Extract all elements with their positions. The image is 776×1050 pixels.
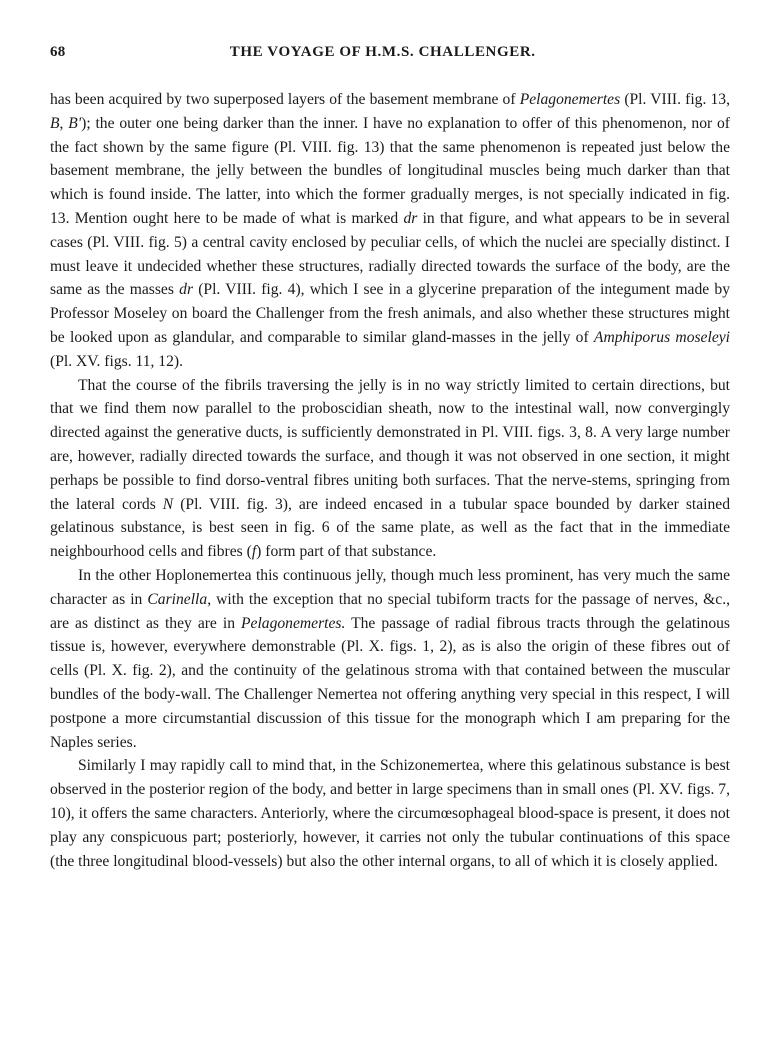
paragraph-text: in that figure, and what appears to be in several cases (Pl. VIII. fig. 5) a central cavity enclosed by peculiar cells, of which the nuclei are specially distinct. I must leave it undecided whether these structures, radially directed towards the surface of the body, are the same as the masses <box>50 209 730 299</box>
italic-text: Pelagonemertes. <box>241 614 346 632</box>
paragraph <box>50 564 730 754</box>
paragraph-text: has been acquired by two superposed layers of the basement membrane of <box>50 91 520 108</box>
body-text <box>50 88 730 873</box>
paragraph-text: ) form part of that substance. <box>256 543 437 561</box>
paragraph-text: That the course of the fibrils traversing the jelly is in no way strictly limited to certain directions, but that we find them now parallel to the proboscidian sheath, now to the intestinal wall, now convergingly directed against the generative ducts, is sufficiently demonstrated in Pl. VIII. figs. 3, 8. A very large number are, however, radially directed towards the surface, and though it was not observed in one section, it might perhaps be possible to find dorso-ventral fibres uniting both surfaces. That the nerve-stems, springing from the lateral cords <box>50 376 730 513</box>
italic-text: Amphiporus moseleyi <box>593 328 730 346</box>
italic-text: Pelagonemertes <box>519 91 621 108</box>
page-number: 68 <box>50 44 66 60</box>
paragraph-text: (Pl. VIII. fig. 3), are indeed encased in a tubular space bounded by darker stained gelatinous substance, is best seen in fig. 6 of the same plate, as well as the fact that in the immediate neighbourhood cells and fibres ( <box>50 495 730 561</box>
italic-text: N <box>162 495 174 513</box>
italic-text: B' <box>68 114 82 132</box>
paragraph-text: In the other Hoplonemertea this continuous jelly, though much less prominent, has very much the same character as in <box>50 566 730 608</box>
paragraph-text: (Pl. VIII. fig. 4), which I see in a glycerine preparation of the integument made by Professor Moseley on board the Challenger from the fresh animals, and also whether these structures might be looked upon as glandular, and comparable to similar gland-masses in the jelly of <box>50 281 731 346</box>
paragraph-text: (Pl. VIII. fig. 13, <box>620 91 730 108</box>
paragraph-text: ); the outer one being darker than the inner. I have no explanation to offer of this phenomenon, nor of the fact shown by the same figure (Pl. VIII. fig. 13) that the same phenomenon is repeated just below the basement membrane, the jelly between the bundles of longitudinal muscles being much darker than that which is found inside. The latter, into which the former gradually merges, is not specially indicated in fig. 13. Mention ought here to be made of what is marked <box>50 114 730 227</box>
paragraph-text: , with the exception that no special tubiform tracts for the passage of nerves, &c., are as distinct as they are in <box>50 590 730 632</box>
italic-text: dr <box>179 281 194 299</box>
italic-text: B <box>50 114 60 132</box>
italic-text: f <box>251 543 257 561</box>
document-page <box>50 44 730 873</box>
paragraph-text: Similarly I may rapidly call to mind that, in the Schizonemertea, where this gelatinous substance is best observed in the posterior region of the body, and better in large specimens than in small ones (Pl. XV. figs. 7, 10), it offers the same characters. Anteriorly, where the circumœsophageal blood-space is present, it does not play any conspicuous part; posteriorly, however, it carries not only the tubular continuations of this space (the three longitudinal blood-vessels) but also the other internal organs, to all of which it is closely applied. <box>50 757 730 870</box>
paragraph-text: (Pl. XV. figs. 11, 12). <box>50 352 183 370</box>
paragraph-text: The passage of radial fibrous tracts through the gelatinous tissue is, however, everywhere demonstrable (Pl. X. figs. 1, 2), as is also the origin of these fibres out of cells (Pl. X. fig. 2), and the continuity of the gelatinous stroma with that contained between the muscular bundles of the body-wall. The Challenger Nemertea not offering anything very special in this respect, I will postpone a more circumstantial discussion of this tissue for the monograph which I am preparing for the Naples series. <box>50 614 730 751</box>
paragraph <box>50 88 730 374</box>
paragraph <box>50 374 730 564</box>
paragraph <box>50 754 730 873</box>
italic-text: dr <box>403 209 418 227</box>
italic-text: Carinella <box>147 590 208 608</box>
running-title: THE VOYAGE OF H.M.S. CHALLENGER. <box>229 44 536 60</box>
page-header <box>50 44 730 66</box>
paragraph-text: , <box>59 114 69 132</box>
